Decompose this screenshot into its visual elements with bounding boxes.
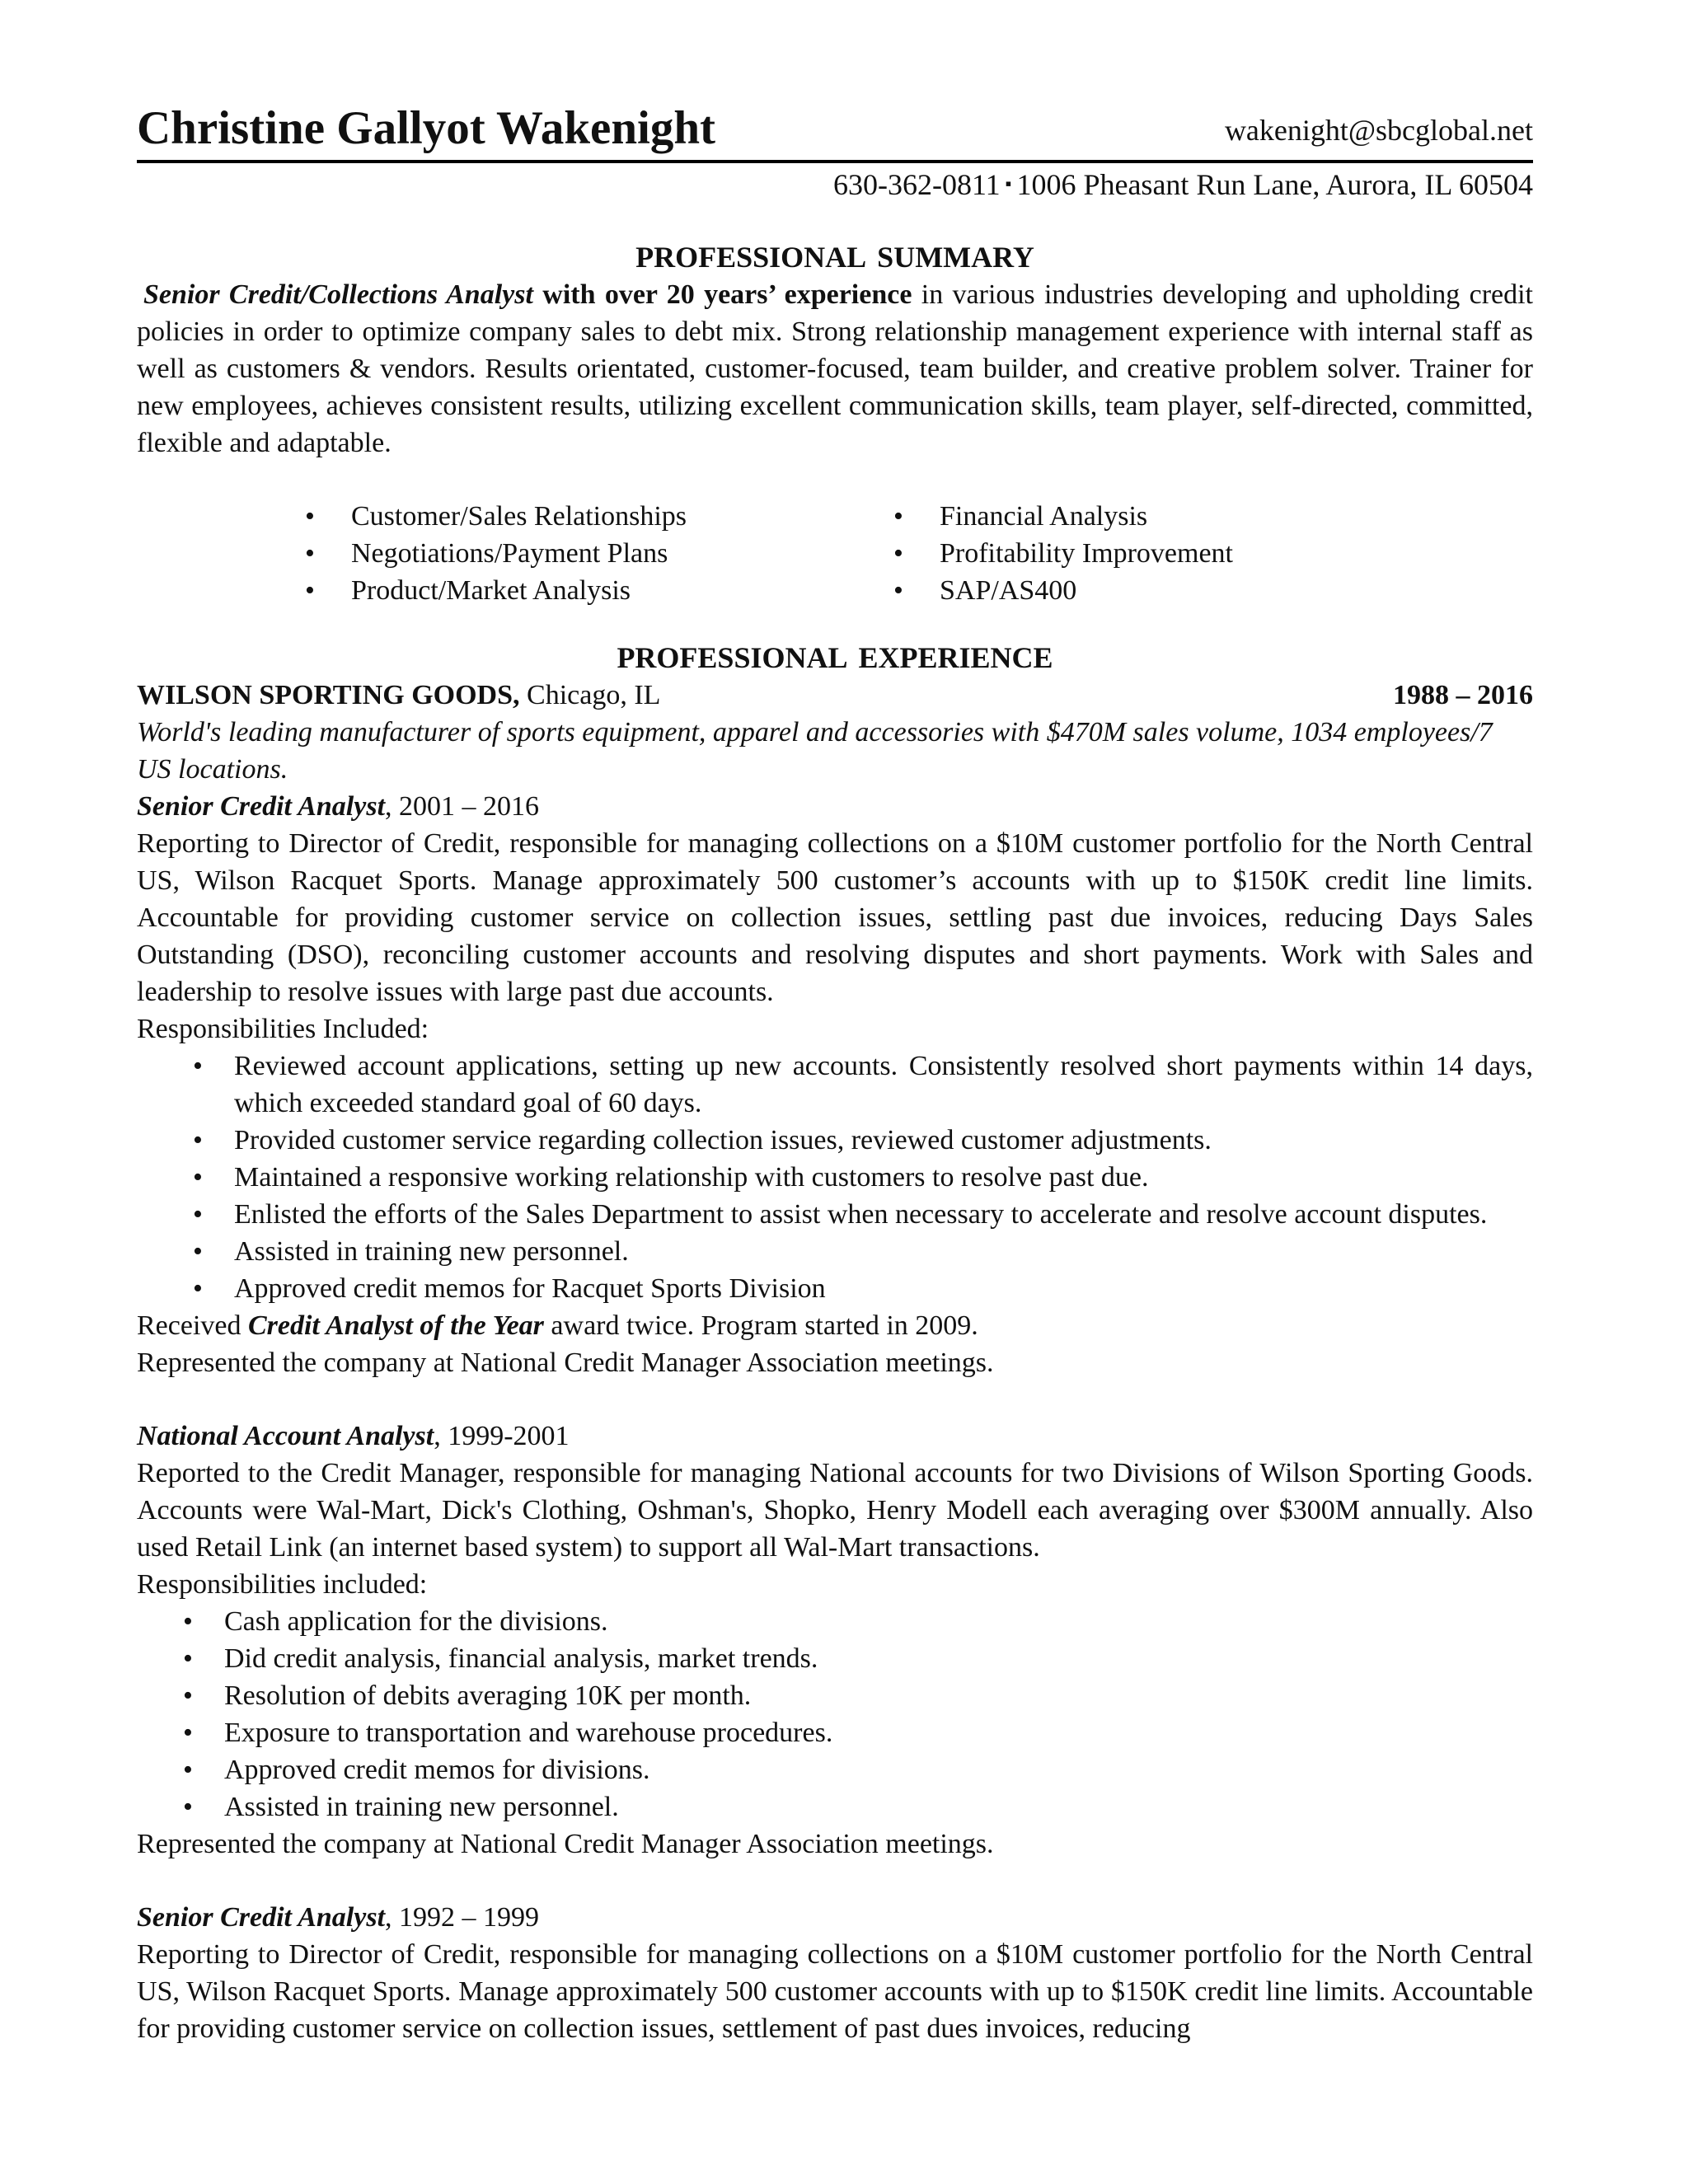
role-title-line: [137, 1418, 1533, 1455]
responsibilities-label: Responsibilities included:: [137, 1569, 428, 1600]
list-item: • Reviewed account applications, setting up new accounts. Consistently resolved short payments within 14 days, which exceeded standard goal of 60 days.: [137, 1047, 1533, 1122]
header-rule: [137, 160, 1533, 163]
role-description: Reported to the Credit Manager, responsible for managing National accounts for two Divisions of Wilson Sporting Goods. Accounts were Wal-Mart, Dick's Clothing, Oshman's, Shopko, Henry Modell each averaging over $300M annually. Also used Retail Link (an internet based system) to support all Wal-Mart transactions.: [137, 1458, 1533, 1563]
company-location: Chicago, IL: [527, 680, 661, 710]
skill-item: • Profitability Improvement: [893, 535, 1233, 572]
list-item: • Resolution of debits averaging 10K per month.: [137, 1677, 1533, 1714]
employment-years: 1988 – 2016: [1393, 680, 1533, 710]
represented-line: Represented the company at National Credit Manager Association meetings.: [137, 1347, 994, 1378]
list-item: • Cash application for the divisions.: [137, 1603, 1533, 1640]
square-bullet-icon: ▪: [1005, 173, 1012, 194]
company-line: [137, 677, 1533, 714]
skills-list: [305, 498, 1533, 609]
list-item: • Approved credit memos for divisions.: [137, 1751, 1533, 1788]
award-prefix: Received: [137, 1310, 248, 1341]
list-item: • Approved credit memos for Racquet Sports Division: [137, 1270, 1533, 1307]
resume-header: [137, 99, 1533, 158]
summary-paragraph: [137, 276, 1533, 462]
list-item: • Did credit analysis, financial analysis, market trends.: [137, 1640, 1533, 1677]
skills-column-right: [893, 498, 1233, 609]
represented-line: Represented the company at National Credit Manager Association meetings.: [137, 1829, 994, 1859]
list-item: • Maintained a responsive working relationship with customers to resolve past due.: [137, 1159, 1533, 1196]
list-item: • Exposure to transportation and warehouse procedures.: [137, 1714, 1533, 1751]
summary-text: in various industries developing and upholding credit policies in order to optimize company sales to debt mix. Strong relationship management experience with internal staff as well as customers & vendors. Results orientated, customer-focused, team builder, and creative problem solver. Trainer for new employees, achieves consistent results, utilizing excellent communication skills, team player, self-directed, committed, flexible and adaptable.: [137, 279, 1533, 458]
award-suffix: award twice. Program started in 2009.: [543, 1310, 978, 1341]
contact-line: [137, 165, 1533, 204]
experience-heading: PROFESSIONAL EXPERIENCE: [617, 641, 1053, 674]
list-item: • Assisted in training new personnel.: [137, 1788, 1533, 1825]
list-item: • Provided customer service regarding collection issues, reviewed customer adjustments.: [137, 1122, 1533, 1159]
candidate-name: Christine Gallyot Wakenight: [137, 102, 716, 154]
role-description: Reporting to Director of Credit, responsible for managing collections on a $10M customer portfolio for the North Central US, Wilson Racquet Sports. Manage approximately 500 customer accounts with up to $150K credit line limits. Accountable for providing customer service on collection issues, settlement of past dues invoices, reducing: [137, 1939, 1533, 2044]
responsibilities-list: [137, 1603, 1533, 1825]
skill-item: • Customer/Sales Relationships: [305, 498, 893, 535]
role-dates: , 1999-2001: [434, 1421, 570, 1451]
responsibilities-label: Responsibilities Included:: [137, 1014, 429, 1044]
role-title: National Account Analyst: [137, 1421, 434, 1451]
role-dates: , 2001 – 2016: [385, 791, 540, 822]
responsibilities-list: [137, 1047, 1533, 1307]
role-description: Reporting to Director of Credit, responsible for managing collections on a $10M customer portfolio for the North Central US, Wilson Racquet Sports. Manage approximately 500 customer’s accounts with up to $150K credit line limits. Accountable for providing customer service on collection issues, settling past due invoices, reducing Days Sales Outstanding (DSO), reconciling customer accounts and resolving disputes and short payments. Work with Sales and leadership to resolve issues with large past due accounts.: [137, 828, 1533, 1007]
resume-page: [137, 99, 1533, 2047]
role-dates: , 1992 – 1999: [385, 1902, 540, 1933]
list-item: • Assisted in training new personnel.: [137, 1233, 1533, 1270]
role-title-line: [137, 788, 1533, 825]
skill-item: • Negotiations/Payment Plans: [305, 535, 893, 572]
phone-number: 630-362-0811: [833, 168, 1001, 201]
summary-lead-role: Senior Credit/Collections Analyst: [143, 279, 533, 310]
company-name: WILSON SPORTING GOODS,: [137, 680, 520, 710]
email-address[interactable]: wakenight@sbcglobal.net: [1224, 114, 1533, 147]
street-address: 1006 Pheasant Run Lane, Aurora, IL 60504: [1016, 168, 1533, 201]
company-description: World's leading manufacturer of sports equipment, apparel and accessories with $470M sales volume, 1034 employees/7 US locations.: [137, 717, 1493, 785]
skill-item: • Product/Market Analysis: [305, 572, 893, 609]
skill-item: • SAP/AS400: [893, 572, 1233, 609]
summary-heading: PROFESSIONAL SUMMARY: [635, 241, 1034, 274]
list-item: • Enlisted the efforts of the Sales Department to assist when necessary to accelerate and resolve account disputes.: [137, 1196, 1533, 1233]
award-name: Credit Analyst of the Year: [248, 1310, 544, 1341]
role-title: Senior Credit Analyst: [137, 791, 386, 822]
role-title: Senior Credit Analyst: [137, 1902, 386, 1933]
skills-column-left: [305, 498, 893, 609]
role-title-line: [137, 1899, 1533, 1936]
award-line: [137, 1307, 1533, 1344]
summary-lead-experience: with over 20 years’ experience: [542, 279, 912, 310]
skill-item: • Financial Analysis: [893, 498, 1233, 535]
